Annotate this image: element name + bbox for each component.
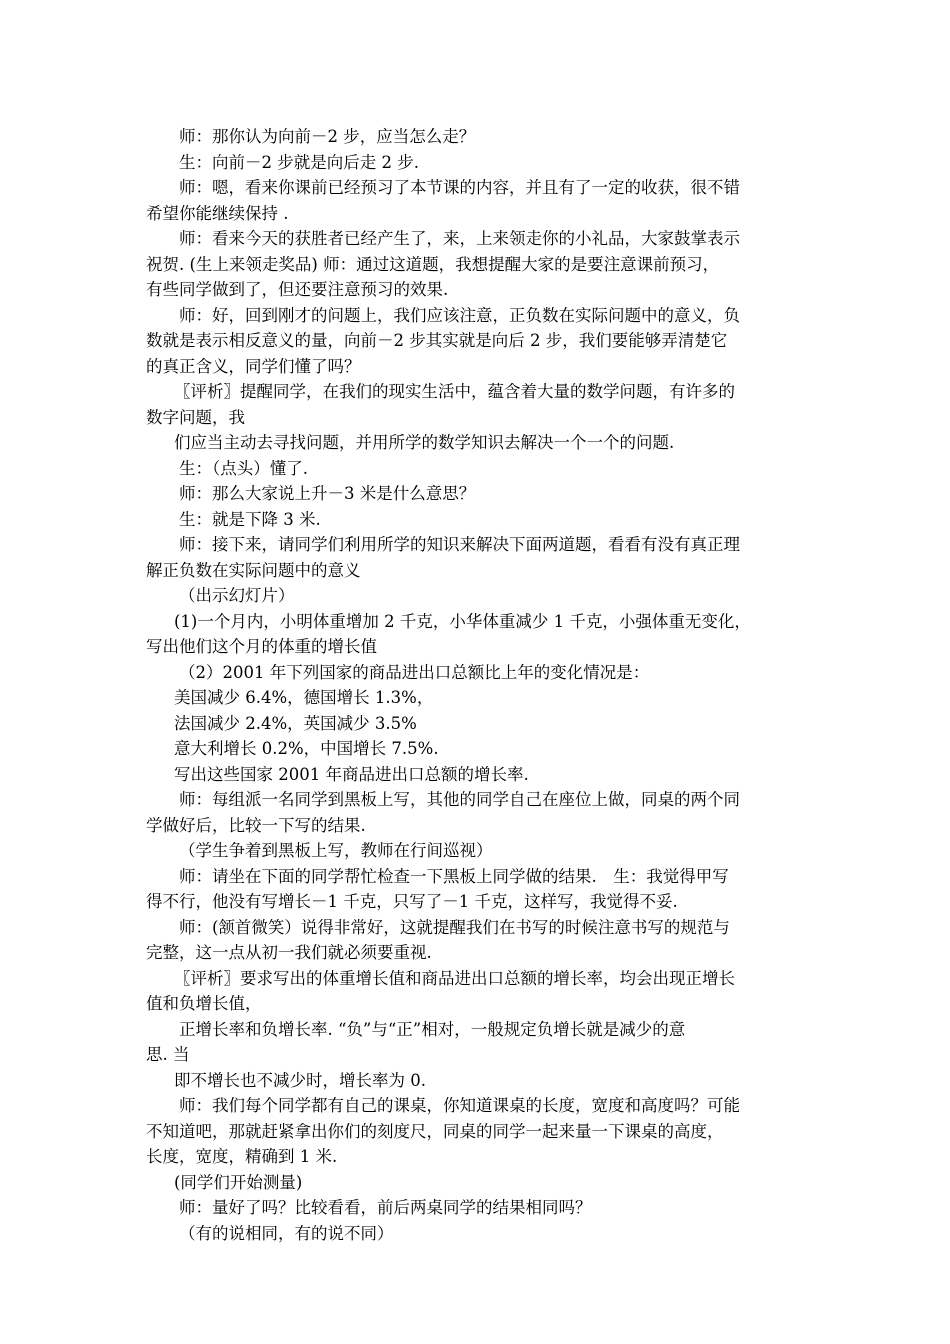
text-line: 生：向前－2 步就是向后走 2 步. xyxy=(179,152,419,172)
text-line: 不知道吧，那就赶紧拿出你们的刻度尺，同桌的同学一起来量一下课桌的高度， xyxy=(146,1121,724,1141)
text-line: (1)一个月内，小明体重增加 2 千克，小华体重减少 1 千克，小强体重无变化， xyxy=(174,611,751,631)
text-line: 数就是表示相反意义的量，向前－2 步其实就是向后 2 步，我们要能够弄清楚它 xyxy=(146,331,728,350)
text-line: （2）2001 年下列国家的商品进出口总额比上年的变化情况是： xyxy=(179,662,650,682)
text-line: 法国减少 2.4%，英国减少 3.5% xyxy=(174,713,417,733)
text-line: 希望你能继续保持 . xyxy=(146,203,289,223)
text-line: 师：我们每个同学都有自己的课桌，你知道课桌的长度，宽度和高度吗？可能 xyxy=(179,1096,740,1115)
text-line: (同学们开始测量) xyxy=(174,1172,303,1192)
text-line: 〖评析〗要求写出的体重增长值和商品进出口总额的增长率，均会出现正增长 xyxy=(174,968,735,988)
text-line: 长度，宽度，精确到 1 米. xyxy=(146,1147,338,1166)
text-line: 思. 当 xyxy=(146,1045,190,1064)
text-line: 师：嗯，看来你课前已经预习了本节课的内容，并且有了一定的收获，很不错 xyxy=(179,178,740,197)
text-line: 写出这些国家 2001 年商品进出口总额的增长率. xyxy=(174,764,529,784)
text-line: 意大利增长 0.2%，中国增长 7.5%. xyxy=(174,739,439,758)
text-line: 师：看来今天的获胜者已经产生了，来，上来领走你的小礼品，大家鼓掌表示 xyxy=(179,229,740,248)
text-line: 美国减少 6.4%，德国增长 1.3%， xyxy=(174,688,434,707)
text-line: 师：请坐在下面的同学帮忙检查一下黑板上同学做的结果. 生：我觉得甲写 xyxy=(179,866,729,886)
text-line: 师：(颔首微笑）说得非常好，这就提醒我们在书写的时候注意书写的规范与 xyxy=(179,917,730,937)
text-line: 们应当主动去寻找问题，并用所学的数学知识去解决一个一个的问题. xyxy=(174,433,675,452)
text-line: 〖评析〗提醒同学，在我们的现实生活中，蕴含着大量的数学问题，有许多的 xyxy=(174,382,735,401)
text-line: （有的说相同，有的说不同） xyxy=(179,1223,394,1243)
text-line: 的真正含义，同学们懂了吗？ xyxy=(146,356,361,376)
text-line: 生：（点头）懂了. xyxy=(179,458,308,478)
text-line: 即不增长也不减少时，增长率为 0. xyxy=(174,1070,426,1090)
text-line: 正增长率和负增长率. “负”与“正”相对，一般规定负增长就是减少的意 xyxy=(179,1019,686,1039)
document-body xyxy=(146,124,810,1246)
text-line: 有些同学做到了，但还要注意预习的效果. xyxy=(146,280,449,299)
text-line: 生：就是下降 3 米. xyxy=(179,509,321,529)
text-line: 数字问题，我 xyxy=(146,407,245,427)
text-line: 祝贺. (生上来领走奖品) 师：通过这道题，我想提醒大家的是要注意课前预习， xyxy=(146,254,720,274)
text-line: 解正负数在实际问题中的意义 xyxy=(146,560,361,580)
text-line: 得不行，他没有写增长－1 千克，只写了－1 千克，这样写，我觉得不妥. xyxy=(146,892,678,911)
text-line: 师：好，回到刚才的问题上，我们应该注意，正负数在实际问题中的意义，负 xyxy=(179,305,740,325)
text-line: （学生争着到黑板上写，教师在行间巡视） xyxy=(179,841,493,860)
text-line: 师：那你认为向前－2 步，应当怎么走？ xyxy=(179,127,476,146)
text-line: 值和负增长值， xyxy=(146,994,262,1013)
text-line: 师：量好了吗？比较看看，前后两桌同学的结果相同吗？ xyxy=(179,1198,592,1217)
text-line: 师：接下来，请同学们利用所学的知识来解决下面两道题，看看有没有真正理 xyxy=(179,535,740,554)
text-line: （出示幻灯片） xyxy=(179,586,295,605)
text-line: 学做好后，比较一下写的结果. xyxy=(146,815,366,835)
text-line: 完整，这一点从初一我们就必须要重视. xyxy=(146,943,432,962)
text-line: 写出他们这个月的体重的增长值 xyxy=(146,637,377,656)
text-line: 师：那么大家说上升－3 米是什么意思？ xyxy=(179,484,476,503)
text-line: 师：每组派一名同学到黑板上写，其他的同学自己在座位上做，同桌的两个同 xyxy=(179,790,740,809)
